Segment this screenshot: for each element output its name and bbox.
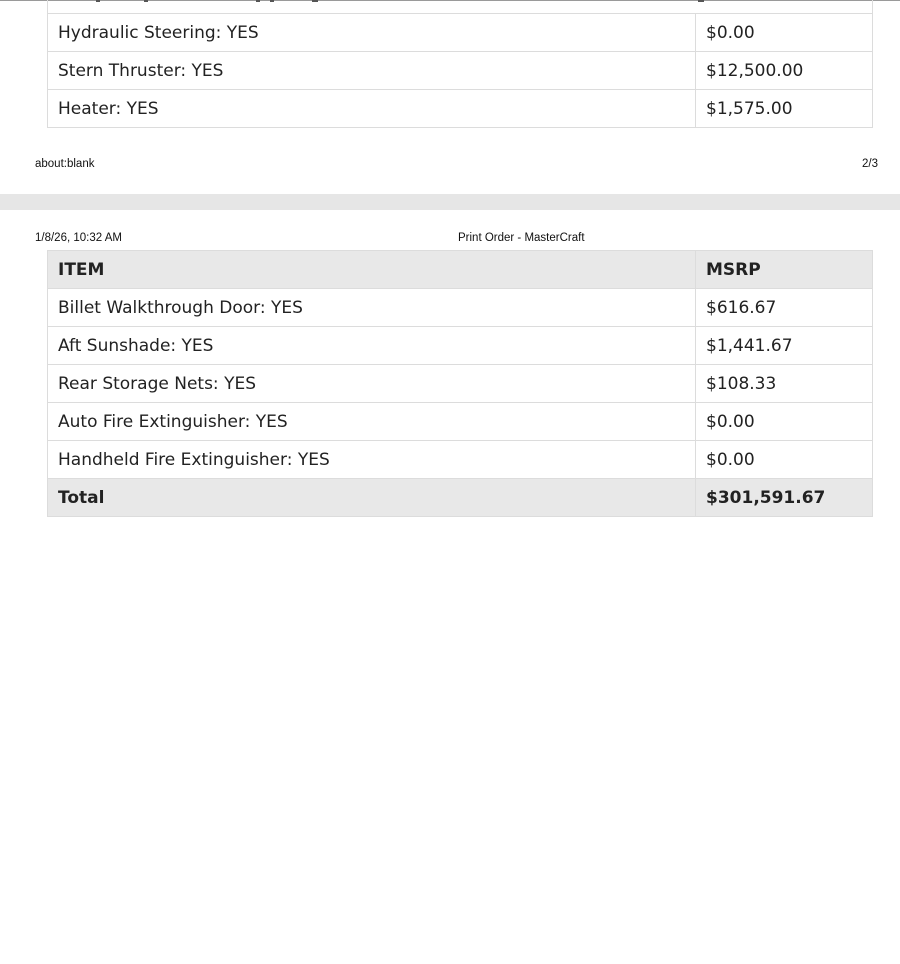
table-row [48,403,873,441]
clipped-row [47,0,873,13]
table-row [48,52,873,90]
msrp-cell: $108.33 [696,365,873,403]
item-cell: Handheld Fire Extinguisher: YES [48,441,696,479]
item-cell: Auto Fire Extinguisher: YES [48,403,696,441]
table-row [48,365,873,403]
item-cell: Billet Walkthrough Door: YES [48,289,696,327]
item-cell: Hydraulic Steering: YES [48,14,696,52]
options-table [47,250,873,517]
table-row [48,90,873,128]
msrp-cell: $12,500.00 [696,52,873,90]
header-datetime: 1/8/26, 10:32 AM [35,232,122,244]
page-separator [0,194,900,210]
item-cell: Aft Sunshade: YES [48,327,696,365]
total-value: $301,591.67 [696,479,873,517]
msrp-cell: $0.00 [696,403,873,441]
column-header-item: ITEM [48,251,696,289]
header-title: Print Order - MasterCraft [458,232,585,244]
item-cell: Rear Storage Nets: YES [48,365,696,403]
total-row [48,479,873,517]
table-row [48,14,873,52]
item-cell: Stern Thruster: YES [48,52,696,90]
column-header-msrp: MSRP [696,251,873,289]
table-header-row [48,251,873,289]
total-label: Total [48,479,696,517]
msrp-cell: $1,441.67 [696,327,873,365]
table-row [48,289,873,327]
footer-url: about:blank [35,158,95,170]
msrp-cell: $616.67 [696,289,873,327]
msrp-cell: $0.00 [696,14,873,52]
print-page-3 [0,210,900,964]
msrp-cell: $1,575.00 [696,90,873,128]
print-page-2 [0,0,900,194]
options-table-continued [47,13,873,128]
footer-page-number: 2/3 [862,158,878,170]
table-row [48,327,873,365]
table-row [48,441,873,479]
item-cell: Heater: YES [48,90,696,128]
msrp-cell: $0.00 [696,441,873,479]
